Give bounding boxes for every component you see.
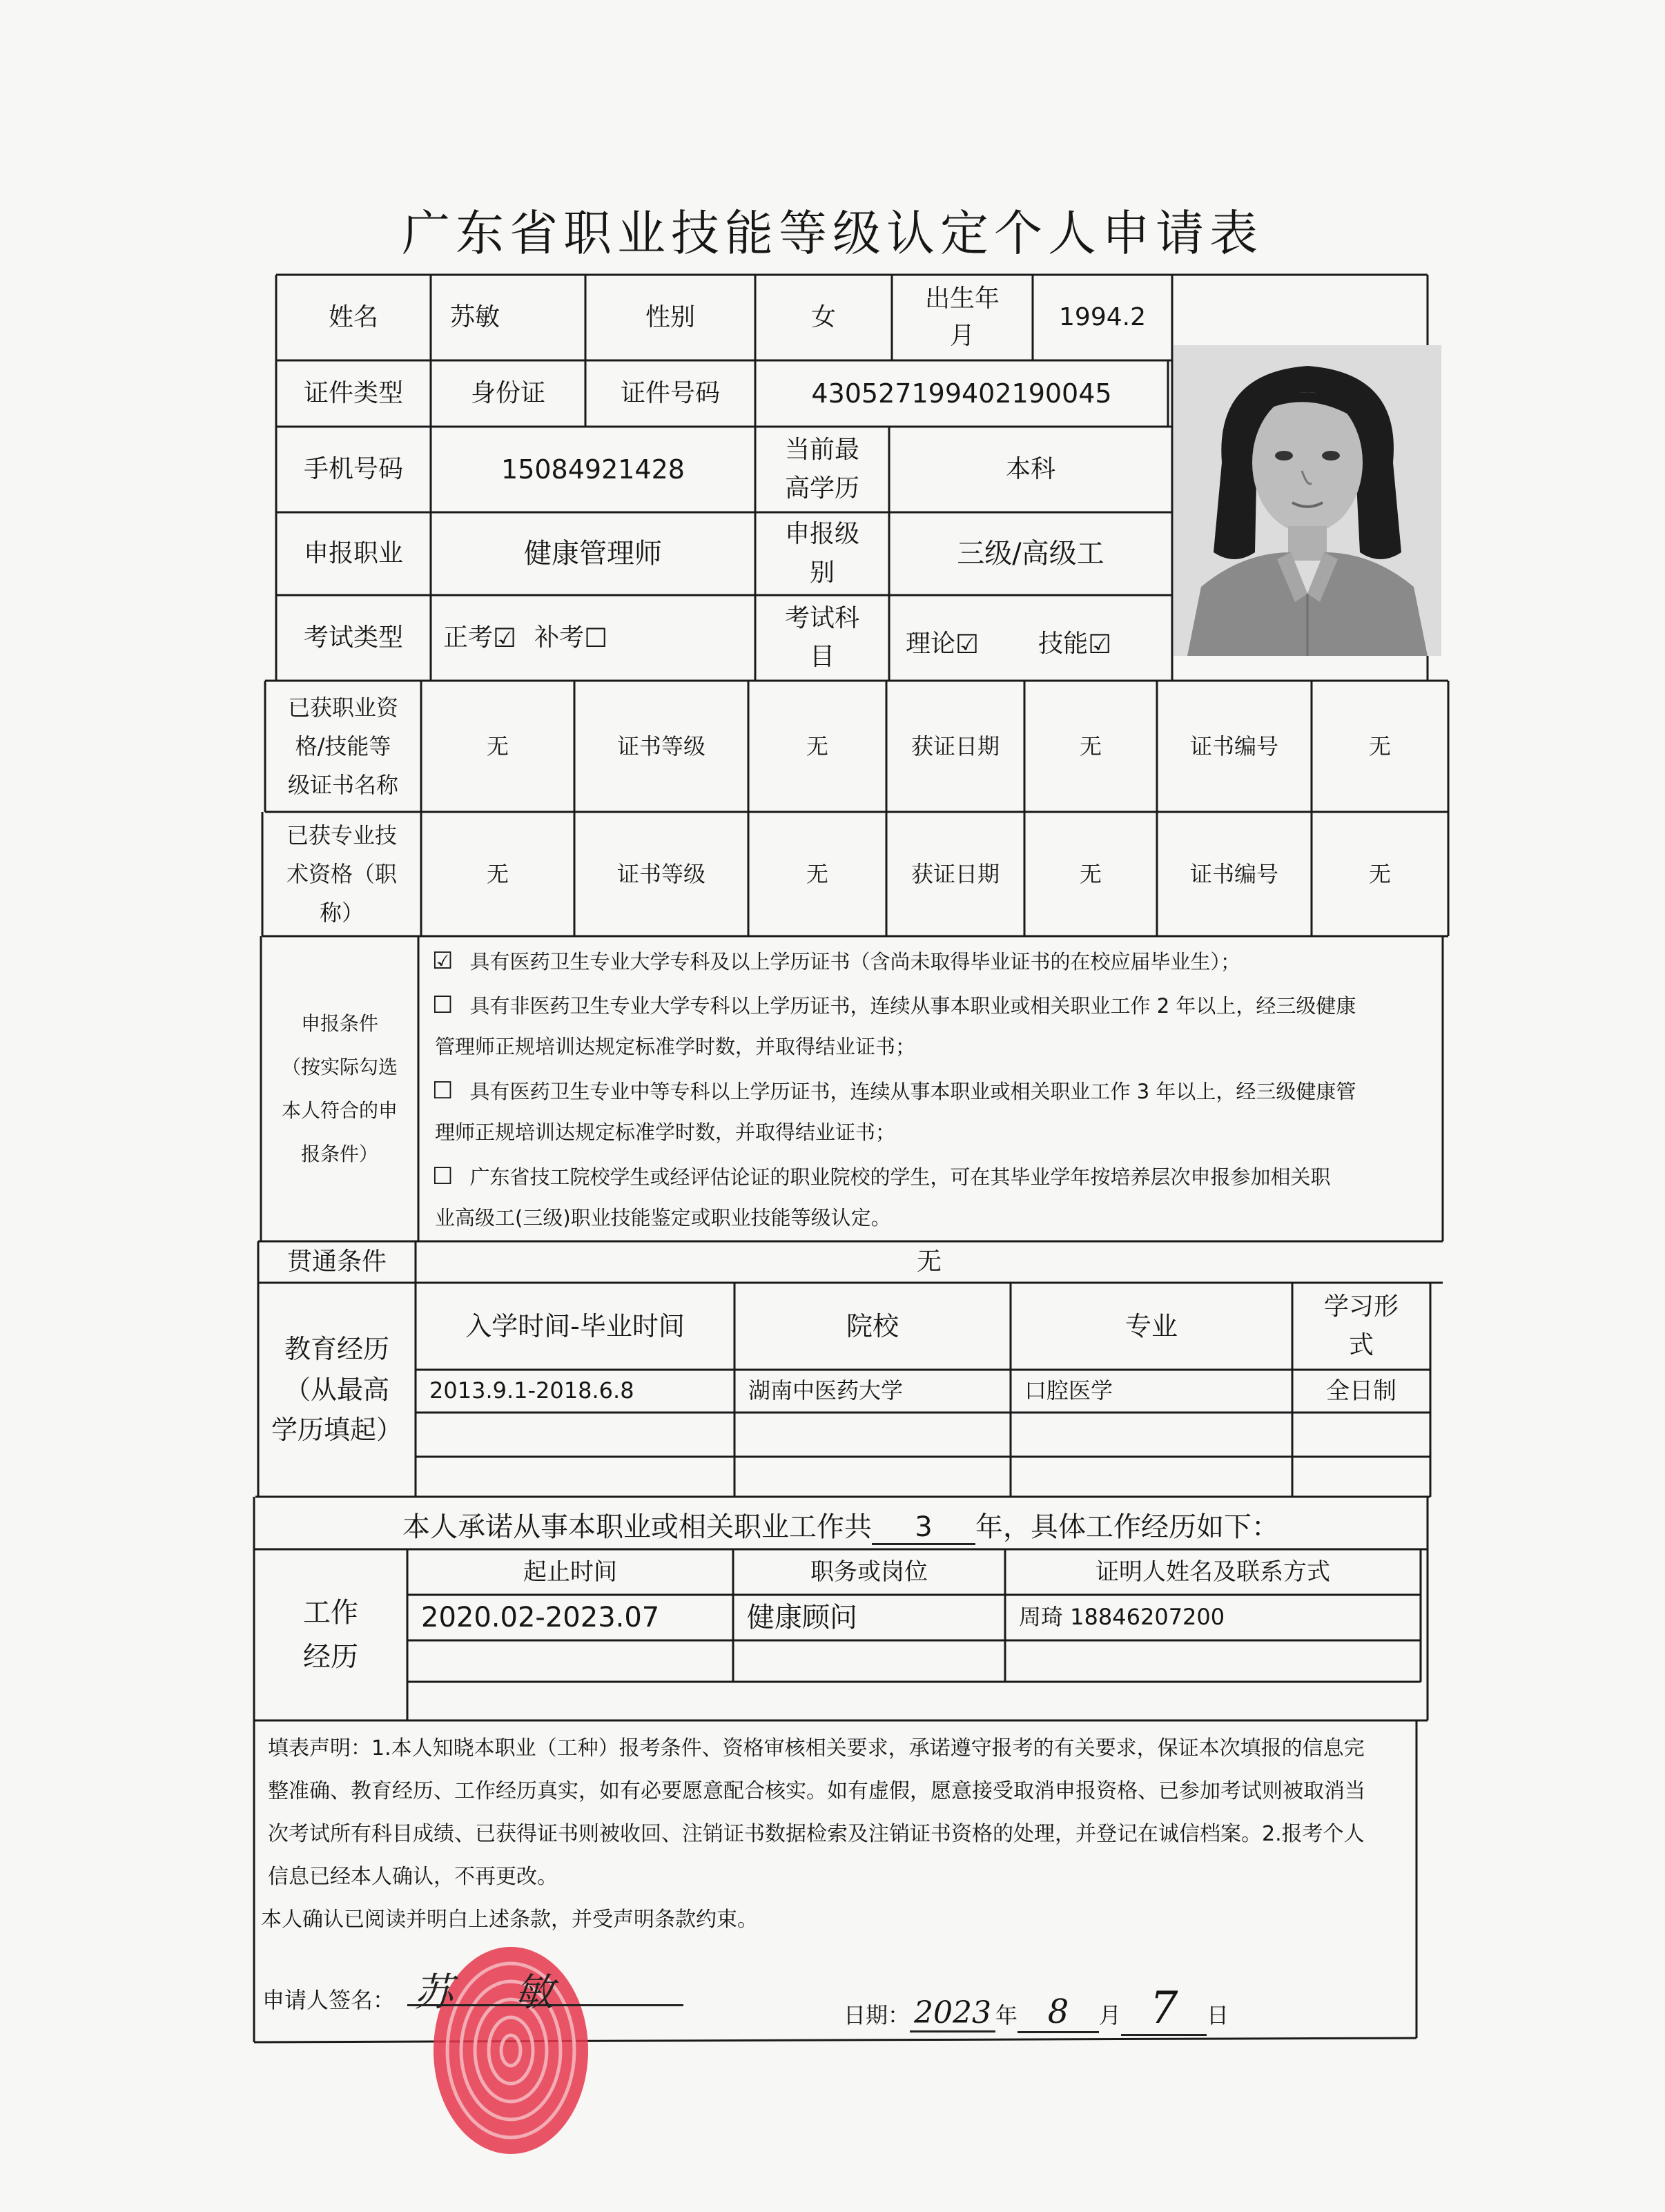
pro-label-line2: 术资格（职 bbox=[286, 861, 397, 887]
page-title: 广东省职业技能等级认定个人申请表 bbox=[402, 205, 1263, 262]
date-day-suffix: 日 bbox=[1207, 2002, 1229, 2028]
edu-row-mode: 全日制 bbox=[1326, 1377, 1396, 1405]
work-row-reference: 周琦 18846207200 bbox=[1019, 1604, 1225, 1631]
checked-box-icon[interactable]: ☑ bbox=[493, 622, 517, 653]
cond-label-line4: 报条件） bbox=[300, 1143, 378, 1165]
vocational-cert-label bbox=[265, 681, 421, 812]
id-number-label: 证件号码 bbox=[620, 379, 720, 408]
subject-skill-label: 技能 bbox=[1038, 630, 1089, 659]
edu-section-line1: 教育经历 bbox=[284, 1333, 389, 1364]
id-type-value: 身份证 bbox=[470, 379, 545, 408]
vocational-cert-no-value: 无 bbox=[1368, 733, 1391, 759]
birth-label-line2: 月 bbox=[949, 322, 975, 350]
empty-box-icon[interactable]: ☐ bbox=[432, 1077, 454, 1105]
occupation-label: 申报职业 bbox=[303, 539, 403, 568]
professional-cert-name: 无 bbox=[486, 861, 509, 887]
cond-label-line1: 申报条件 bbox=[300, 1012, 378, 1035]
edu-mode-line1: 学习形 bbox=[1323, 1292, 1399, 1321]
vocational-cert-level-value: 无 bbox=[806, 733, 828, 759]
occupation-value: 健康管理师 bbox=[524, 538, 662, 570]
edu-label-line2: 高学历 bbox=[784, 474, 859, 503]
work-col-time: 起止时间 bbox=[523, 1558, 617, 1586]
pro-label-line1: 已获专业技 bbox=[286, 822, 397, 848]
condition-3-text-b: 理师正规培训达规定标准学时数，并取得结业证书； bbox=[435, 1120, 896, 1144]
condition-2-text-b: 管理师正规培训达规定标准学时数，并取得结业证书； bbox=[435, 1035, 916, 1058]
cond-label-line3: 本人符合的申 bbox=[281, 1099, 398, 1122]
exam-regular-label: 正考 bbox=[443, 623, 494, 652]
voc-label-line3: 级证书名称 bbox=[287, 772, 398, 798]
work-label-line1: 工作 bbox=[303, 1597, 358, 1629]
edu-row-major: 口腔医学 bbox=[1024, 1377, 1113, 1404]
exam-subject-options bbox=[889, 595, 1172, 681]
professional-cert-date-label: 获证日期 bbox=[911, 861, 1000, 887]
signature-value: 苏敏 bbox=[407, 1962, 683, 2006]
work-col-reference: 证明人姓名及联系方式 bbox=[1096, 1558, 1330, 1586]
professional-cert-level-label: 证书等级 bbox=[616, 861, 705, 887]
exam-makeup-label: 补考 bbox=[534, 623, 585, 652]
work-label-line2: 经历 bbox=[303, 1641, 358, 1673]
subject-label-line2: 目 bbox=[809, 643, 835, 671]
edu-row-time: 2013.9.1-2018.6.8 bbox=[429, 1377, 634, 1404]
name-value: 苏敏 bbox=[450, 303, 500, 332]
vocational-cert-date-label: 获证日期 bbox=[911, 733, 1000, 759]
commitment-years: 3 bbox=[872, 1511, 975, 1545]
exam-type-label: 考试类型 bbox=[303, 623, 403, 652]
declaration-line-4: 信息已经本人确认，不再更改。 bbox=[268, 1865, 558, 1889]
condition-2-text-a: 具有非医药卫生专业大学专科以上学历证书，连续从事本职业或相关职业工作 2 年以上，经三级健康 bbox=[469, 994, 1356, 1018]
commitment-after: 年，具体工作经历如下： bbox=[975, 1511, 1279, 1543]
empty-box-icon[interactable]: ☐ bbox=[432, 991, 454, 1019]
condition-3-text-a: 具有医药卫生专业中等专科以上学历证书，连续从事本职业或相关职业工作 3 年以上，经三级健康管 bbox=[469, 1080, 1356, 1103]
pro-label-line3: 称） bbox=[319, 900, 364, 926]
birth-label bbox=[892, 275, 1033, 360]
edu-mode-line2: 式 bbox=[1348, 1331, 1374, 1359]
work-row-position: 健康顾问 bbox=[747, 1602, 857, 1633]
education-label bbox=[258, 1283, 416, 1497]
declaration-line-2: 整准确、教育经历、工作经历真实，如有必要愿意配合核实。如有虚假，愿意接受取消申报资格、已参加考试则被取消当 bbox=[268, 1779, 1365, 1803]
phone-label: 手机号码 bbox=[303, 455, 403, 484]
date-field bbox=[844, 1983, 1229, 2036]
name-label: 姓名 bbox=[328, 303, 378, 332]
condition-item-1 bbox=[432, 940, 1426, 982]
date-year: 2023 bbox=[910, 1995, 995, 2032]
edu-section-line2: （从最高 bbox=[284, 1374, 389, 1405]
professional-cert-no-label: 证书编号 bbox=[1189, 861, 1278, 887]
professional-cert-level-value: 无 bbox=[806, 861, 828, 887]
professional-cert-no-value: 无 bbox=[1368, 861, 1391, 887]
declaration-line-1: 填表声明：1.本人知晓本职业（工种）报考条件、资格审核相关要求，承诺遵守报考的有关要求，保证本次填报的信息完 bbox=[268, 1736, 1365, 1760]
voc-label-line2: 格/技能等 bbox=[295, 733, 391, 759]
edu-section-line3: 学历填起） bbox=[271, 1415, 402, 1446]
conditions-label bbox=[261, 936, 418, 1241]
condition-item-2 bbox=[432, 984, 1426, 1027]
edu-label-line1: 当前最 bbox=[784, 436, 859, 465]
vocational-cert-name: 无 bbox=[486, 733, 509, 759]
checked-box-icon[interactable]: ☑ bbox=[432, 947, 454, 975]
work-label bbox=[254, 1549, 407, 1720]
exam-type-options bbox=[431, 595, 755, 681]
declaration-line-5: 本人确认已阅读并明白上述条款，并受声明条款约束。 bbox=[261, 1908, 758, 1932]
id-type-label: 证件类型 bbox=[303, 379, 403, 408]
id-number-value: 430527199402190045 bbox=[811, 378, 1112, 409]
cond-label-line2: （按实际勾选 bbox=[281, 1056, 398, 1078]
phone-value: 15084921428 bbox=[501, 454, 685, 485]
condition-4-text-a: 广东省技工院校学生或经评估论证的职业院校的学生，可在其毕业学年按培养层次申报参加相关职 bbox=[469, 1165, 1331, 1189]
birth-label-line1: 出生年 bbox=[924, 284, 1000, 313]
gender-value: 女 bbox=[810, 303, 836, 332]
vocational-cert-level-label: 证书等级 bbox=[616, 733, 705, 759]
work-col-position: 职务或岗位 bbox=[810, 1558, 928, 1586]
subject-theory-label: 理论 bbox=[906, 630, 956, 659]
date-label: 日期： bbox=[844, 2002, 911, 2028]
gender-label: 性别 bbox=[645, 303, 695, 332]
edu-row-school: 湖南中医药大学 bbox=[748, 1377, 904, 1404]
signature-label: 申请人签名： bbox=[262, 1987, 396, 2013]
voc-label-line1: 已获职业资 bbox=[287, 695, 398, 721]
vocational-cert-date-value: 无 bbox=[1079, 733, 1102, 759]
apply-level-label bbox=[755, 512, 889, 595]
date-day: 7 bbox=[1121, 1983, 1207, 2036]
edu-col-time: 入学时间-毕业时间 bbox=[465, 1310, 685, 1341]
subject-label-line1: 考试科 bbox=[784, 604, 859, 633]
checked-box-icon[interactable]: ☑ bbox=[955, 628, 980, 659]
birth-value: 1994.2 bbox=[1059, 303, 1146, 332]
through-label: 贯通条件 bbox=[286, 1248, 387, 1277]
education-level-label bbox=[755, 427, 889, 512]
declaration-line-3: 次考试所有科目成绩、已获得证书则被收回、注销证书数据检索及注销证书资格的处理，并登记在诚信档案。2.报考个人 bbox=[268, 1822, 1365, 1846]
professional-cert-date-value: 无 bbox=[1079, 861, 1102, 887]
condition-item-4 bbox=[432, 1156, 1426, 1198]
professional-cert-label bbox=[262, 812, 421, 936]
condition-item-3 bbox=[432, 1070, 1426, 1112]
exam-subject-label bbox=[755, 595, 889, 681]
condition-4-text-b: 业高级工(三级)职业技能鉴定或职业技能等级认定。 bbox=[435, 1206, 891, 1230]
edu-col-major: 专业 bbox=[1124, 1310, 1178, 1341]
edu-col-school: 院校 bbox=[846, 1310, 899, 1341]
apply-level-value: 三级/高级工 bbox=[957, 538, 1104, 570]
education-level-value: 本科 bbox=[1005, 455, 1055, 484]
empty-box-icon[interactable]: ☐ bbox=[432, 1163, 454, 1190]
date-year-suffix: 年 bbox=[995, 2002, 1018, 2028]
date-month: 8 bbox=[1018, 1992, 1099, 2033]
work-row-time: 2020.02-2023.07 bbox=[421, 1602, 660, 1633]
condition-1-text: 具有医药卫生专业大学专科及以上学历证书（含尚未取得毕业证书的在校应届毕业生）； bbox=[469, 950, 1240, 973]
date-month-suffix: 月 bbox=[1099, 2002, 1122, 2028]
edu-col-mode bbox=[1292, 1283, 1430, 1370]
commitment-before: 本人承诺从事本职业或相关职业工作共 bbox=[402, 1511, 872, 1543]
vocational-cert-no-label: 证书编号 bbox=[1189, 733, 1278, 759]
commitment-line bbox=[254, 1505, 1428, 1545]
checked-box-icon[interactable]: ☑ bbox=[1088, 628, 1112, 659]
through-value: 无 bbox=[916, 1248, 942, 1277]
empty-box-icon[interactable]: ☐ bbox=[584, 622, 608, 653]
portrait-photo bbox=[1174, 345, 1441, 656]
level-label-line2: 别 bbox=[809, 559, 835, 587]
level-label-line1: 申报级 bbox=[784, 520, 859, 549]
